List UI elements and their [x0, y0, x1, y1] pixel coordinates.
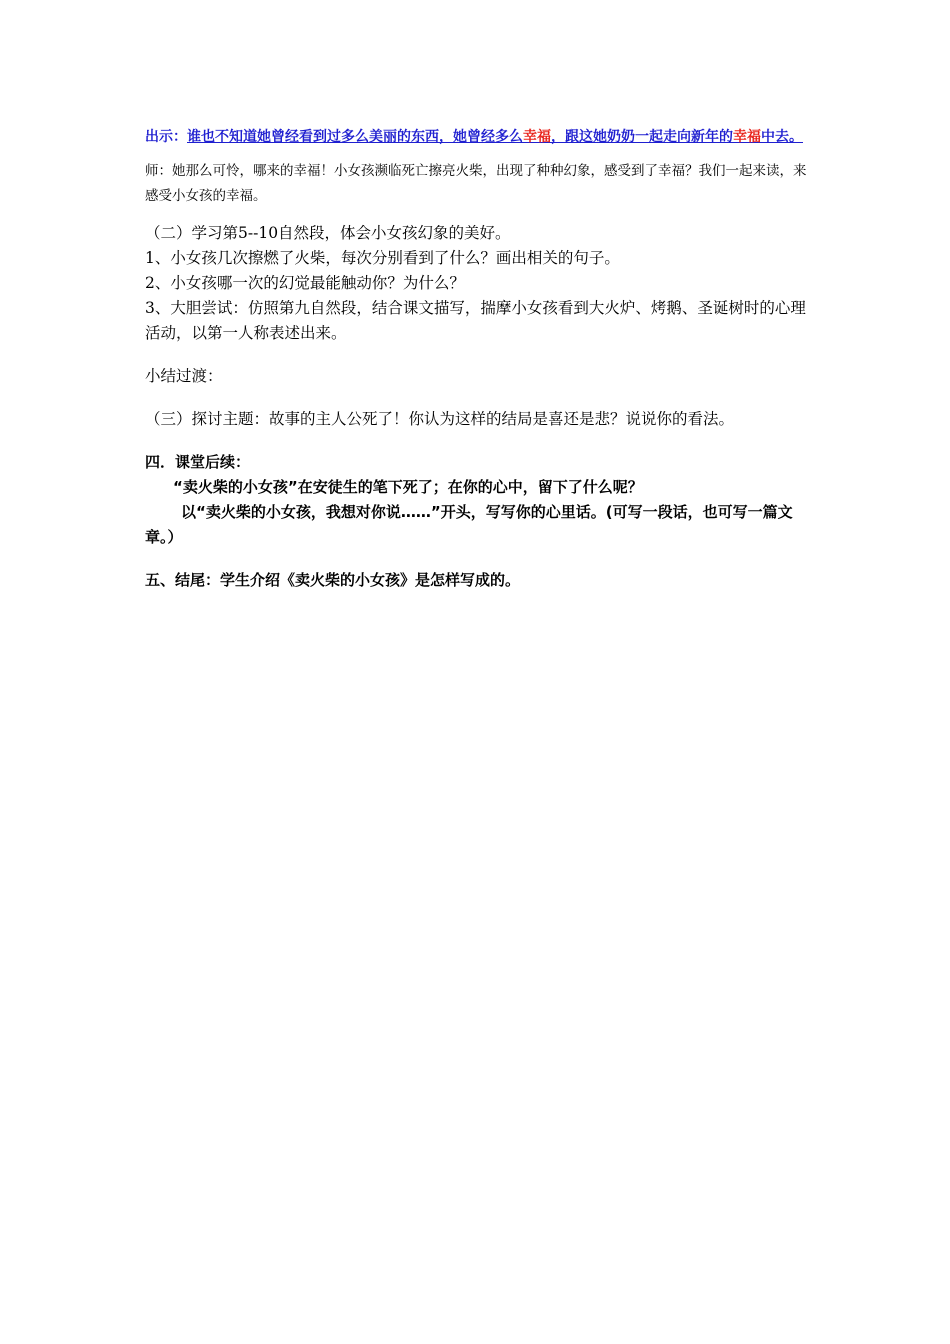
section-two-item-3: 3、大胆尝试：仿照第九自然段，结合课文描写，揣摩小女孩看到大火炉、烤鹅、圣诞树时的心理活动，以第一人称表述出来。 [145, 299, 806, 342]
section-two [145, 221, 810, 346]
section-two-title: （二）学习第5--10自然段，体会小女孩幻象的美好。 [145, 224, 511, 242]
section-four-title: 四．课堂后续： [145, 453, 251, 471]
quote-text [187, 129, 803, 145]
summary-transition: 小结过渡： [145, 367, 223, 385]
quote-label: 出示： [145, 129, 187, 145]
section-two-item-1: 1、小女孩几次擦燃了火柴，每次分别看到了什么？画出相关的句子。 [145, 249, 620, 267]
section-four-line-2: 以“卖火柴的小女孩，我想对你说……”开头，写写你的心里话。(可写一段话，也可写一篇文章。） [145, 503, 793, 546]
section-two-item-2: 2、小女孩哪一次的幻觉最能触动你？为什么？ [145, 274, 465, 292]
quote-highlight-2: 幸福 [733, 129, 761, 145]
quote-highlight-1: 幸福 [523, 129, 551, 145]
document-page [145, 125, 810, 593]
section-four [145, 450, 810, 550]
teacher-line: 师：她那么可怜，哪来的幸福！小女孩濒临死亡擦亮火柴，出现了种种幻象，感受到了幸福？我们一起来读，来感受小女孩的幸福。 [145, 163, 807, 204]
quote-part-2: ，跟这她奶奶一起走向新年的 [551, 129, 733, 145]
quote-part-1: 谁也不知道她曾经看到过多么美丽的东西，她曾经多么 [187, 129, 523, 145]
section-four-line-1: “卖火柴的小女孩”在安徒生的笔下死了；在你的心中，留下了什么呢？ [173, 478, 643, 496]
quote-part-3: 中去。 [761, 129, 803, 145]
section-five: 五、结尾：学生介绍《卖火柴的小女孩》是怎样写成的。 [145, 571, 521, 589]
quote-paragraph [145, 125, 810, 149]
section-three: （三）探讨主题：故事的主人公死了！你认为这样的结局是喜还是悲？说说你的看法。 [145, 410, 735, 428]
